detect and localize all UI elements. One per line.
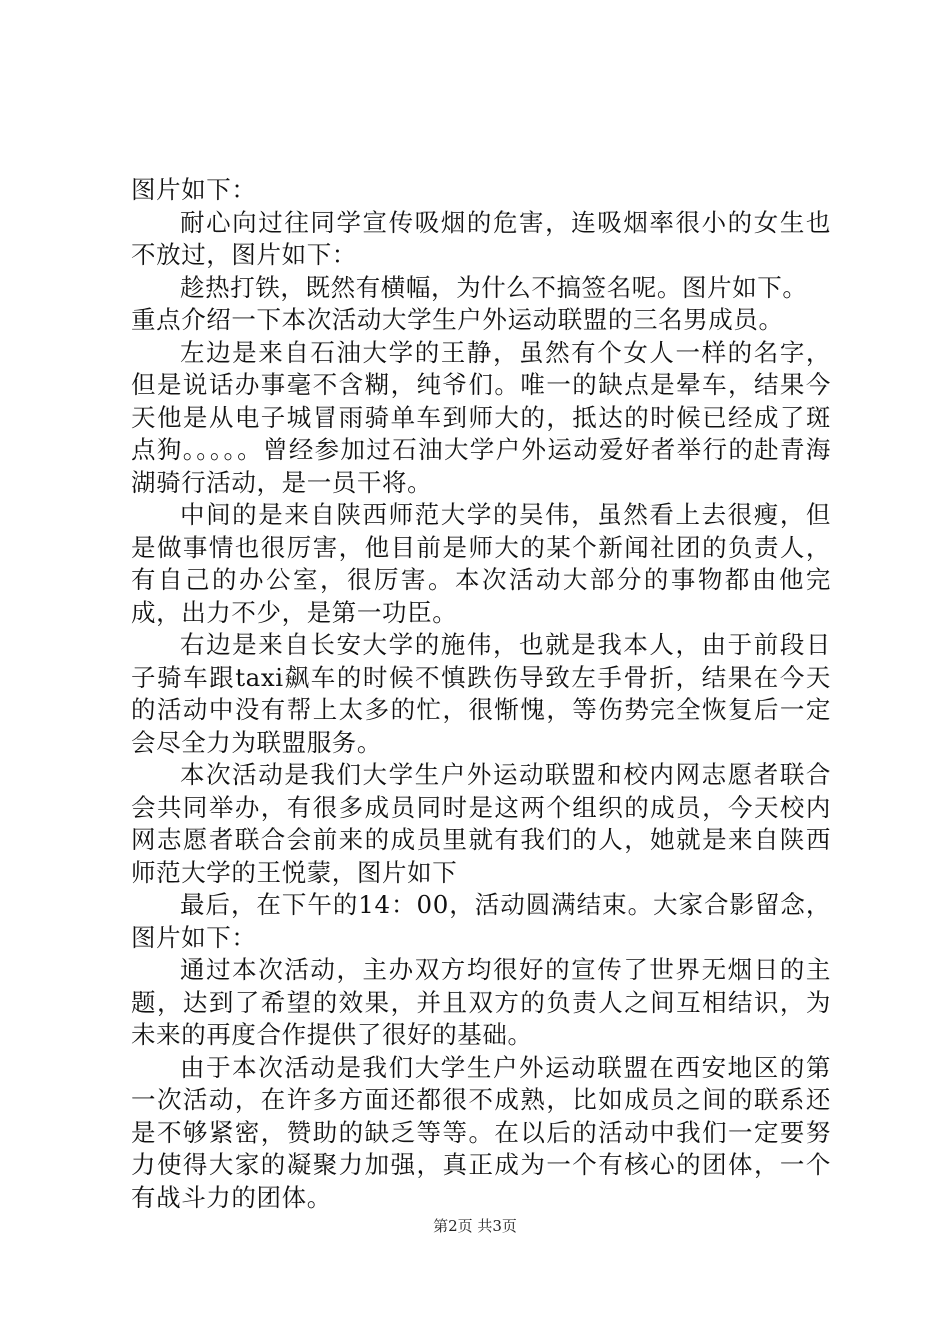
paragraph: 最后，在下午的14：00，活动圆满结束。大家合影留念，图片如下： [131, 890, 831, 952]
paragraph: 趁热打铁，既然有横幅，为什么不搞签名呢。图片如下。 [180, 272, 808, 302]
paragraph: 右边是来自长安大学的施伟，也就是我本人，由于前段日子骑车跟taxi飙车的时候不慎跌伤导致左手骨折，结果在今天的活动中没有帮上太多的忙，很惭愧，等伤势完全恢复后一定会尽全力为联盟服务。 [131, 630, 831, 757]
paragraph: 耐心向过往同学宣传吸烟的危害，连吸烟率很小的女生也不放过，图片如下： [131, 207, 831, 269]
paragraph: 中间的是来自陕西师范大学的吴伟，虽然看上去很瘦，但是做事情也很厉害，他目前是师大的某个新闻社团的负责人，有自己的办公室，很厉害。本次活动大部分的事物都由他完成，出力不少，是第一功臣。 [131, 500, 831, 627]
paragraph: 图片如下： [131, 175, 257, 204]
document-body [131, 174, 831, 1214]
paragraph: 通过本次活动，主办双方均很好的宣传了世界无烟日的主题，达到了希望的效果，并且双方的负责人之间互相结识，为未来的再度合作提供了很好的基础。 [131, 955, 831, 1049]
paragraph: 由于本次活动是我们大学生户外运动联盟在西安地区的第一次活动，在许多方面还都很不成熟，比如成员之间的联系还是不够紧密，赞助的缺乏等等。在以后的活动中我们一定要努力使得大家的凝聚力加强，真正成为一个有核心的团体，一个有战斗力的团体。 [131, 1052, 831, 1212]
paragraph: 本次活动是我们大学生户外运动联盟和校内网志愿者联合会共同举办，有很多成员同时是这两个组织的成员，今天校内网志愿者联合会前来的成员里就有我们的人，她就是来自陕西师范大学的王悦蒙，图片如下 [131, 760, 831, 887]
paragraph: 重点介绍一下本次活动大学生户外运动联盟的三名男成员。 [131, 305, 784, 334]
paragraph: 左边是来自石油大学的王静，虽然有个女人一样的名字，但是说话办事毫不含糊，纯爷们。唯一的缺点是晕车，结果今天他是从电子城冒雨骑单车到师大的，抵达的时候已经成了斑点狗。。。。。曾经参加过石油大学户外运动爱好者举行的赴青海湖骑行活动，是一员干将。 [131, 337, 831, 497]
page-footer: 第2页 共3页 [433, 1217, 517, 1235]
